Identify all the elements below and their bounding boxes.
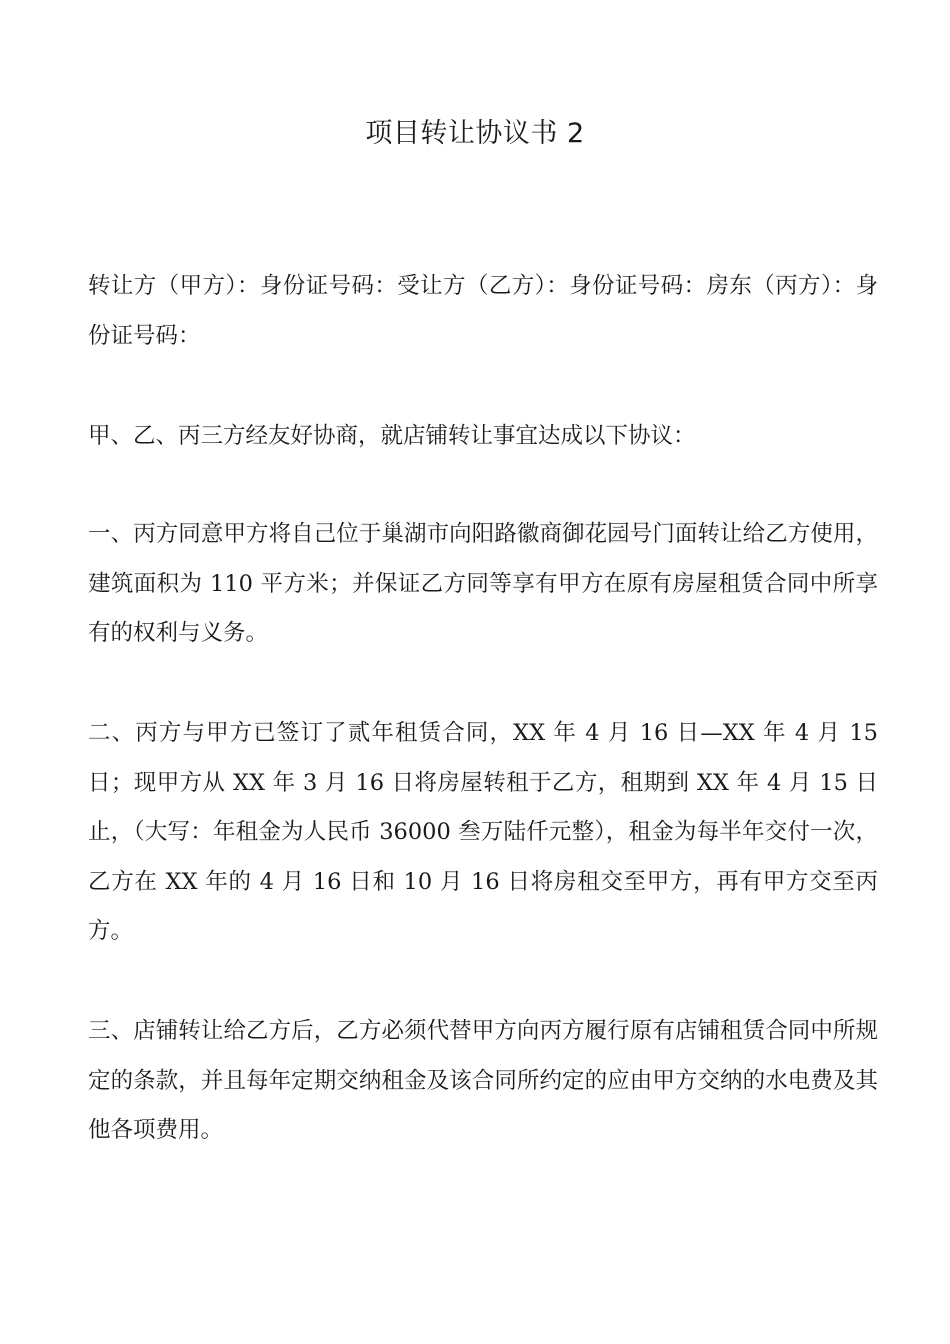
intro-paragraph: 甲、乙、丙三方经友好协商，就店铺转让事宜达成以下协议： xyxy=(88,423,696,449)
clause-3-paragraph: 三、店铺转让给乙方后，乙方必须代替甲方向丙方履行原有店铺租赁合同中所规定的条款，并且每年定期交纳租金及该合同所约定的应由甲方交纳的水电费及其他各项费用。 xyxy=(88,1018,878,1143)
clause-2-paragraph: 二、丙方与甲方已签订了贰年租赁合同，XX 年 4 月 16 日—XX 年 4 月 15 日；现甲方从 XX 年 3 月 16 日将房屋转租于乙方，租期到 XX 年 4 月 15 日止，（大写：年租金为人民币 36000 叁万陆仟元整），租金为每半年交付一次，乙方在 XX 年的 4 月 16 日和 10 月 16 日将房租交至甲方，再有甲方交至丙方。 xyxy=(88,720,878,944)
parties-paragraph: 转让方（甲方）：身份证号码：受让方（乙方）：身份证号码：房东（丙方）：身份证号码： xyxy=(88,273,878,349)
clause-1-paragraph: 一、丙方同意甲方将自己位于巢湖市向阳路徽商御花园号门面转让给乙方使用，建筑面积为 110 平方米；并保证乙方同等享有甲方在原有房屋租赁合同中所享有的权利与义务。 xyxy=(88,521,878,646)
document-title: 项目转让协议书 2 xyxy=(365,118,585,149)
